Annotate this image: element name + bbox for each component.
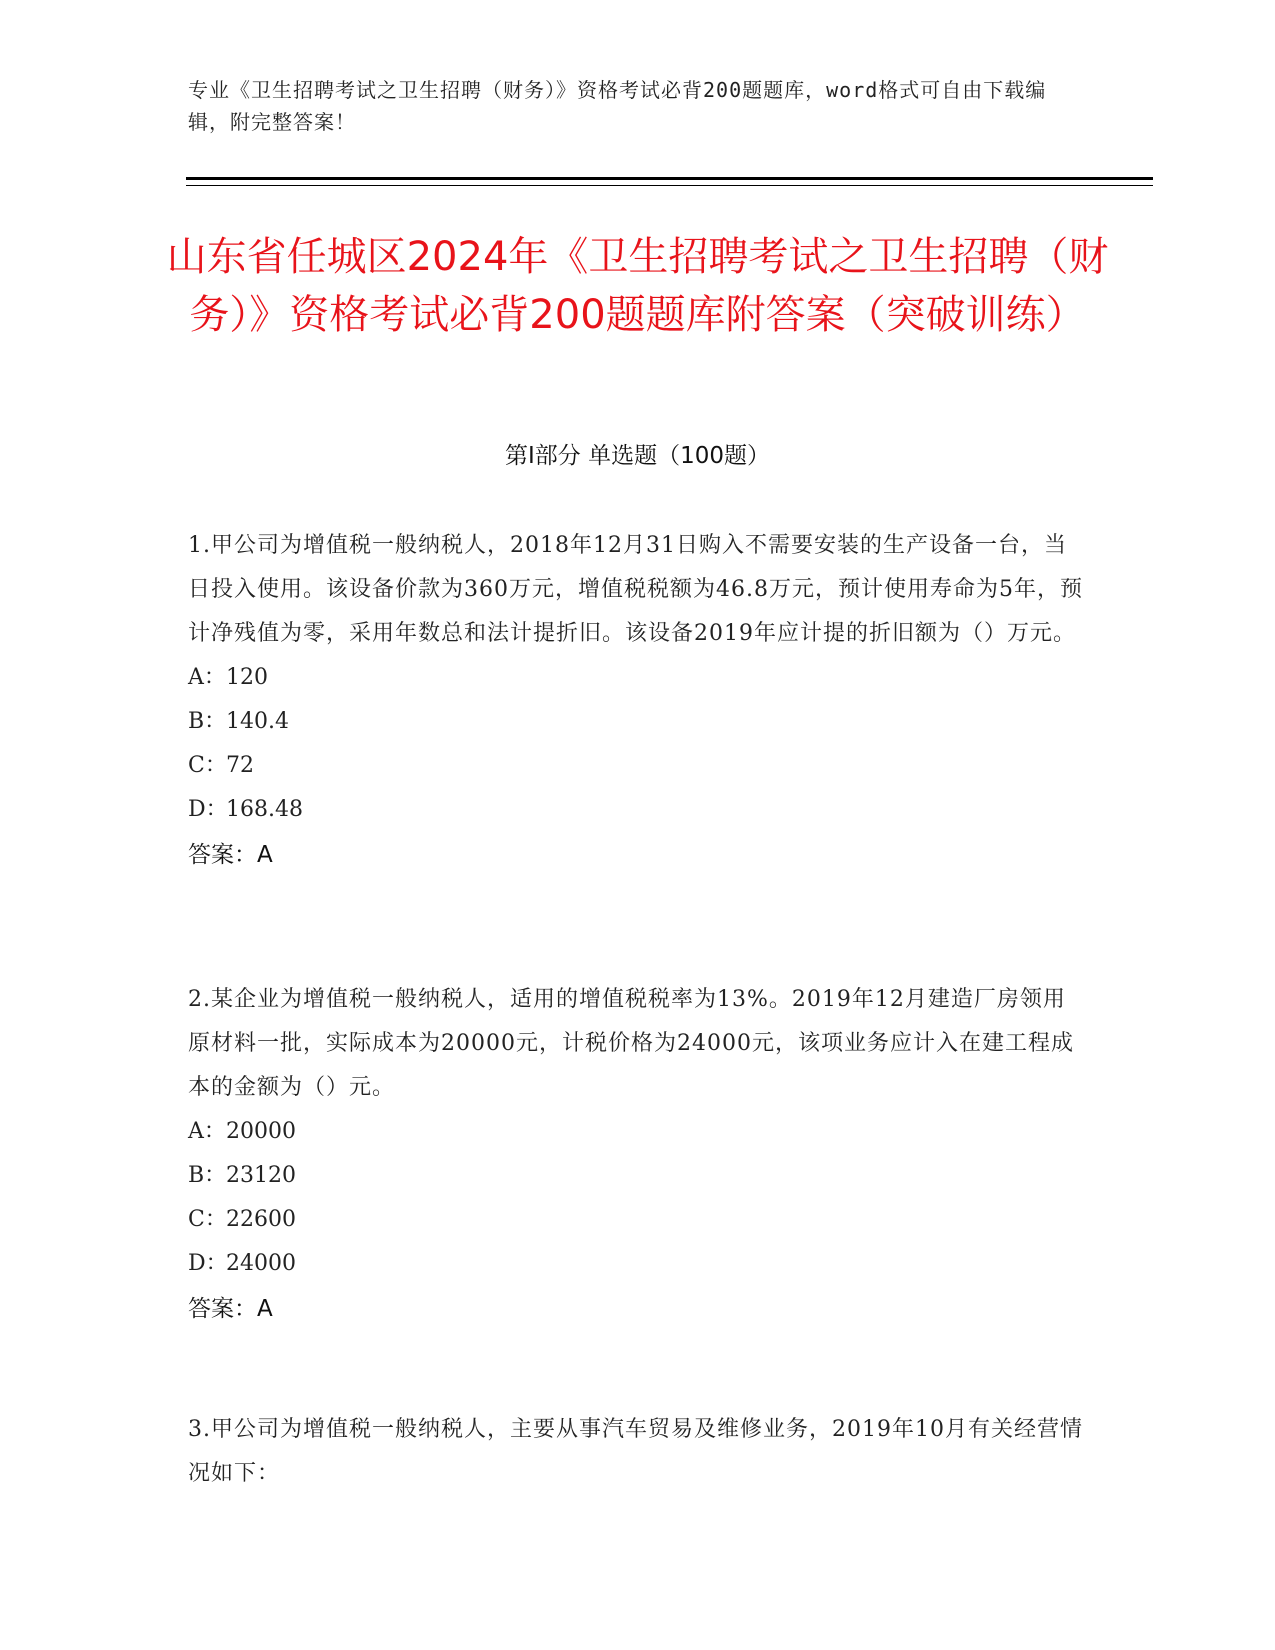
option-c [188, 1198, 1088, 1242]
option-value: 20000 [226, 1119, 296, 1144]
option-a [188, 1110, 1088, 1154]
question-stem: 1.甲公司为增值税一般纳税人，2018年12月31日购入不需要安装的生产设备一台，当日投入使用。该设备价款为360万元，增值税税额为46.8万元，预计使用寿命为5年，预计净残值为零，采用年数总和法计提折旧。该设备2019年应计提的折旧额为（）万元。 [188, 533, 1083, 646]
section-title: 第Ⅰ部分 单选题（100题） [505, 443, 770, 469]
option-key: D： [188, 797, 228, 822]
question-block [188, 978, 1088, 1332]
option-value: 24000 [226, 1251, 296, 1276]
option-value: 120 [226, 665, 268, 690]
option-key: A： [188, 1119, 226, 1144]
option-value: 168.48 [226, 797, 303, 822]
option-c [188, 744, 1088, 788]
option-key: D： [188, 1251, 228, 1276]
header-divider-thin [186, 185, 1153, 186]
option-key: B： [188, 709, 227, 734]
option-value: 23120 [226, 1163, 296, 1188]
option-value: 22600 [226, 1207, 296, 1232]
option-b [188, 700, 1088, 744]
option-key: A： [188, 665, 226, 690]
option-d [188, 788, 1088, 832]
answer-text: 答案：A [188, 1296, 273, 1322]
option-value: 140.4 [226, 709, 289, 734]
option-b [188, 1154, 1088, 1198]
question-stem: 2.某企业为增值税一般纳税人，适用的增值税税率为13%。2019年12月建造厂房领用原材料一批，实际成本为20000元，计税价格为24000元，该项业务应计入在建工程成本的金额为（）元。 [188, 987, 1074, 1100]
option-key: C： [188, 753, 227, 778]
option-a [188, 656, 1088, 700]
question-block [188, 1408, 1088, 1496]
question-stem: 3.甲公司为增值税一般纳税人，主要从事汽车贸易及维修业务，2019年10月有关经营情况如下： [188, 1417, 1083, 1486]
option-key: C： [188, 1207, 227, 1232]
option-d [188, 1242, 1088, 1286]
question-block [188, 524, 1088, 878]
option-key: B： [188, 1163, 227, 1188]
header-divider-thick [186, 177, 1153, 180]
answer-text: 答案：A [188, 842, 273, 868]
header-note: 专业《卫生招聘考试之卫生招聘（财务）》资格考试必背200题题库，word格式可自由下载编辑，附完整答案！ [188, 78, 1047, 134]
document-title: 山东省任城区2024年《卫生招聘考试之卫生招聘（财务）》资格考试必背200题题库附答案（突破训练） [166, 234, 1109, 338]
option-value: 72 [226, 753, 254, 778]
